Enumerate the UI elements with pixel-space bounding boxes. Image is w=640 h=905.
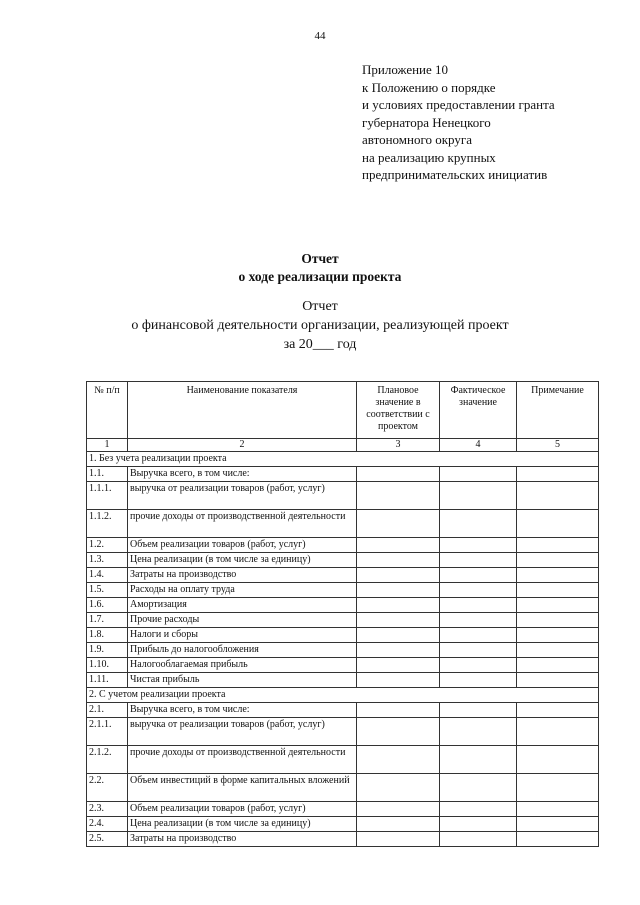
row-number: 1.11. bbox=[87, 673, 128, 688]
table-row bbox=[87, 583, 599, 598]
indicator-name: Объем реализации товаров (работ, услуг) bbox=[128, 802, 357, 817]
planned-value-cell[interactable] bbox=[357, 817, 440, 832]
row-number: 1.8. bbox=[87, 628, 128, 643]
table-row bbox=[87, 802, 599, 817]
actual-value-cell[interactable] bbox=[440, 568, 517, 583]
column-number: 4 bbox=[440, 439, 517, 452]
actual-value-cell[interactable] bbox=[440, 802, 517, 817]
indicator-name: Объем инвестиций в форме капитальных вложений bbox=[128, 774, 357, 802]
table-row bbox=[87, 598, 599, 613]
table-row bbox=[87, 703, 599, 718]
table-row bbox=[87, 613, 599, 628]
report-title: Отчет bbox=[301, 251, 339, 266]
appendix-line: и условиях предоставлении гранта bbox=[362, 97, 555, 112]
indicator-name: прочие доходы от производственной деятельности bbox=[128, 510, 357, 538]
row-number: 1.3. bbox=[87, 553, 128, 568]
indicator-name: Объем реализации товаров (работ, услуг) bbox=[128, 538, 357, 553]
row-number: 1.1. bbox=[87, 467, 128, 482]
table-row bbox=[87, 538, 599, 553]
indicator-name: Налогооблагаемая прибыль bbox=[128, 658, 357, 673]
planned-value-cell[interactable] bbox=[357, 658, 440, 673]
table-row bbox=[87, 553, 599, 568]
table-row bbox=[87, 482, 599, 510]
note-cell[interactable] bbox=[517, 467, 599, 482]
table-row bbox=[87, 643, 599, 658]
planned-value-cell[interactable] bbox=[357, 467, 440, 482]
table-header-row bbox=[87, 382, 599, 439]
note-cell[interactable] bbox=[517, 802, 599, 817]
planned-value-cell[interactable] bbox=[357, 703, 440, 718]
actual-value-cell[interactable] bbox=[440, 598, 517, 613]
indicator-name: выручка от реализации товаров (работ, услуг) bbox=[128, 482, 357, 510]
note-cell[interactable] bbox=[517, 658, 599, 673]
column-number: 2 bbox=[128, 439, 357, 452]
column-number-row bbox=[87, 439, 599, 452]
appendix-line: автономного округа bbox=[362, 132, 472, 147]
note-cell[interactable] bbox=[517, 510, 599, 538]
section-row bbox=[87, 688, 599, 703]
table-row bbox=[87, 718, 599, 746]
note-cell[interactable] bbox=[517, 628, 599, 643]
planned-value-cell[interactable] bbox=[357, 482, 440, 510]
row-number: 1.6. bbox=[87, 598, 128, 613]
indicator-name: Затраты на производство bbox=[128, 832, 357, 847]
indicator-name: Прочие расходы bbox=[128, 613, 357, 628]
actual-value-cell[interactable] bbox=[440, 553, 517, 568]
planned-value-cell[interactable] bbox=[357, 538, 440, 553]
actual-value-cell[interactable] bbox=[440, 643, 517, 658]
row-number: 2.1.2. bbox=[87, 746, 128, 774]
note-cell[interactable] bbox=[517, 538, 599, 553]
row-number: 2.1.1. bbox=[87, 718, 128, 746]
note-cell[interactable] bbox=[517, 643, 599, 658]
actual-value-cell[interactable] bbox=[440, 658, 517, 673]
column-number: 5 bbox=[517, 439, 599, 452]
actual-value-cell[interactable] bbox=[440, 673, 517, 688]
planned-value-cell[interactable] bbox=[357, 643, 440, 658]
actual-value-cell[interactable] bbox=[440, 482, 517, 510]
section-title: 1. Без учета реализации проекта bbox=[87, 452, 599, 467]
section-title: 2. С учетом реализации проекта bbox=[87, 688, 599, 703]
financial-report-description: о финансовой деятельности организации, реализующей проект bbox=[131, 318, 509, 333]
report-title-subtitle: о ходе реализации проекта bbox=[238, 269, 402, 284]
row-number: 2.1. bbox=[87, 703, 128, 718]
actual-value-cell[interactable] bbox=[440, 510, 517, 538]
actual-value-cell[interactable] bbox=[440, 628, 517, 643]
actual-value-cell[interactable] bbox=[440, 832, 517, 847]
planned-value-cell[interactable] bbox=[357, 553, 440, 568]
table-row bbox=[87, 568, 599, 583]
row-number: 2.3. bbox=[87, 802, 128, 817]
table-row bbox=[87, 628, 599, 643]
planned-value-cell[interactable] bbox=[357, 718, 440, 746]
indicator-name: прочие доходы от производственной деятельности bbox=[128, 746, 357, 774]
indicator-name: Выручка всего, в том числе: bbox=[128, 467, 357, 482]
note-cell[interactable] bbox=[517, 583, 599, 598]
note-cell[interactable] bbox=[517, 673, 599, 688]
column-number: 3 bbox=[357, 439, 440, 452]
row-number: 1.9. bbox=[87, 643, 128, 658]
table-row bbox=[87, 510, 599, 538]
indicator-name: Амортизация bbox=[128, 598, 357, 613]
note-cell[interactable] bbox=[517, 832, 599, 847]
planned-value-cell[interactable] bbox=[357, 673, 440, 688]
indicator-name: Чистая прибыль bbox=[128, 673, 357, 688]
note-cell[interactable] bbox=[517, 568, 599, 583]
header-num: № п/п bbox=[87, 382, 128, 439]
appendix-line: предпринимательских инициатив bbox=[362, 167, 548, 182]
actual-value-cell[interactable] bbox=[440, 774, 517, 802]
table-row bbox=[87, 746, 599, 774]
header-note: Примечание bbox=[517, 382, 599, 439]
planned-value-cell[interactable] bbox=[357, 598, 440, 613]
note-cell[interactable] bbox=[517, 746, 599, 774]
indicator-name: Прибыль до налогообложения bbox=[128, 643, 357, 658]
planned-value-cell[interactable] bbox=[357, 613, 440, 628]
actual-value-cell[interactable] bbox=[440, 718, 517, 746]
row-number: 1.4. bbox=[87, 568, 128, 583]
planned-value-cell[interactable] bbox=[357, 510, 440, 538]
actual-value-cell[interactable] bbox=[440, 817, 517, 832]
indicator-name: Цена реализации (в том числе за единицу) bbox=[128, 817, 357, 832]
row-number: 1.1.2. bbox=[87, 510, 128, 538]
planned-value-cell[interactable] bbox=[357, 746, 440, 774]
note-cell[interactable] bbox=[517, 598, 599, 613]
planned-value-cell[interactable] bbox=[357, 568, 440, 583]
financial-report-title: Отчет bbox=[302, 299, 338, 314]
indicator-name: Налоги и сборы bbox=[128, 628, 357, 643]
appendix-line: к Положению о порядке bbox=[362, 79, 496, 95]
report-year: за 20___ год bbox=[283, 337, 357, 352]
actual-value-cell[interactable] bbox=[440, 467, 517, 482]
note-cell[interactable] bbox=[517, 774, 599, 802]
actual-value-cell[interactable] bbox=[440, 746, 517, 774]
actual-value-cell[interactable] bbox=[440, 613, 517, 628]
table-row bbox=[87, 673, 599, 688]
row-number: 1.10. bbox=[87, 658, 128, 673]
row-number: 2.5. bbox=[87, 832, 128, 847]
header-planned-value: Плановое значение в соответствии с проектом bbox=[357, 382, 440, 439]
actual-value-cell[interactable] bbox=[440, 583, 517, 598]
indicator-name: Расходы на оплату труда bbox=[128, 583, 357, 598]
section-row bbox=[87, 452, 599, 467]
planned-value-cell[interactable] bbox=[357, 802, 440, 817]
note-cell[interactable] bbox=[517, 703, 599, 718]
table-row bbox=[87, 467, 599, 482]
page-number: 44 bbox=[314, 30, 326, 42]
row-number: 2.2. bbox=[87, 774, 128, 802]
planned-value-cell[interactable] bbox=[357, 583, 440, 598]
table-row bbox=[87, 817, 599, 832]
row-number: 1.2. bbox=[87, 538, 128, 553]
planned-value-cell[interactable] bbox=[357, 628, 440, 643]
note-cell[interactable] bbox=[517, 553, 599, 568]
header-indicator-name: Наименование показателя bbox=[128, 382, 357, 439]
indicator-name: выручка от реализации товаров (работ, услуг) bbox=[128, 718, 357, 746]
note-cell[interactable] bbox=[517, 817, 599, 832]
note-cell[interactable] bbox=[517, 613, 599, 628]
table-row bbox=[87, 774, 599, 802]
row-number: 1.7. bbox=[87, 613, 128, 628]
indicator-name: Цена реализации (в том числе за единицу) bbox=[128, 553, 357, 568]
row-number: 1.5. bbox=[87, 583, 128, 598]
appendix-block bbox=[362, 61, 622, 184]
column-number: 1 bbox=[87, 439, 128, 452]
appendix-line: губернатора Ненецкого bbox=[362, 114, 491, 130]
note-cell[interactable] bbox=[517, 718, 599, 746]
planned-value-cell[interactable] bbox=[357, 832, 440, 847]
row-number: 1.1.1. bbox=[87, 482, 128, 510]
indicator-name: Выручка всего, в том числе: bbox=[128, 703, 357, 718]
table-row bbox=[87, 832, 599, 847]
header-actual-value: Фактическое значение bbox=[440, 382, 517, 439]
indicator-name: Затраты на производство bbox=[128, 568, 357, 583]
appendix-line: на реализацию крупных bbox=[362, 149, 496, 165]
appendix-line: Приложение 10 bbox=[362, 62, 449, 77]
actual-value-cell[interactable] bbox=[440, 538, 517, 553]
planned-value-cell[interactable] bbox=[357, 774, 440, 802]
actual-value-cell[interactable] bbox=[440, 703, 517, 718]
row-number: 2.4. bbox=[87, 817, 128, 832]
table-row bbox=[87, 658, 599, 673]
note-cell[interactable] bbox=[517, 482, 599, 510]
report-table bbox=[86, 381, 599, 847]
